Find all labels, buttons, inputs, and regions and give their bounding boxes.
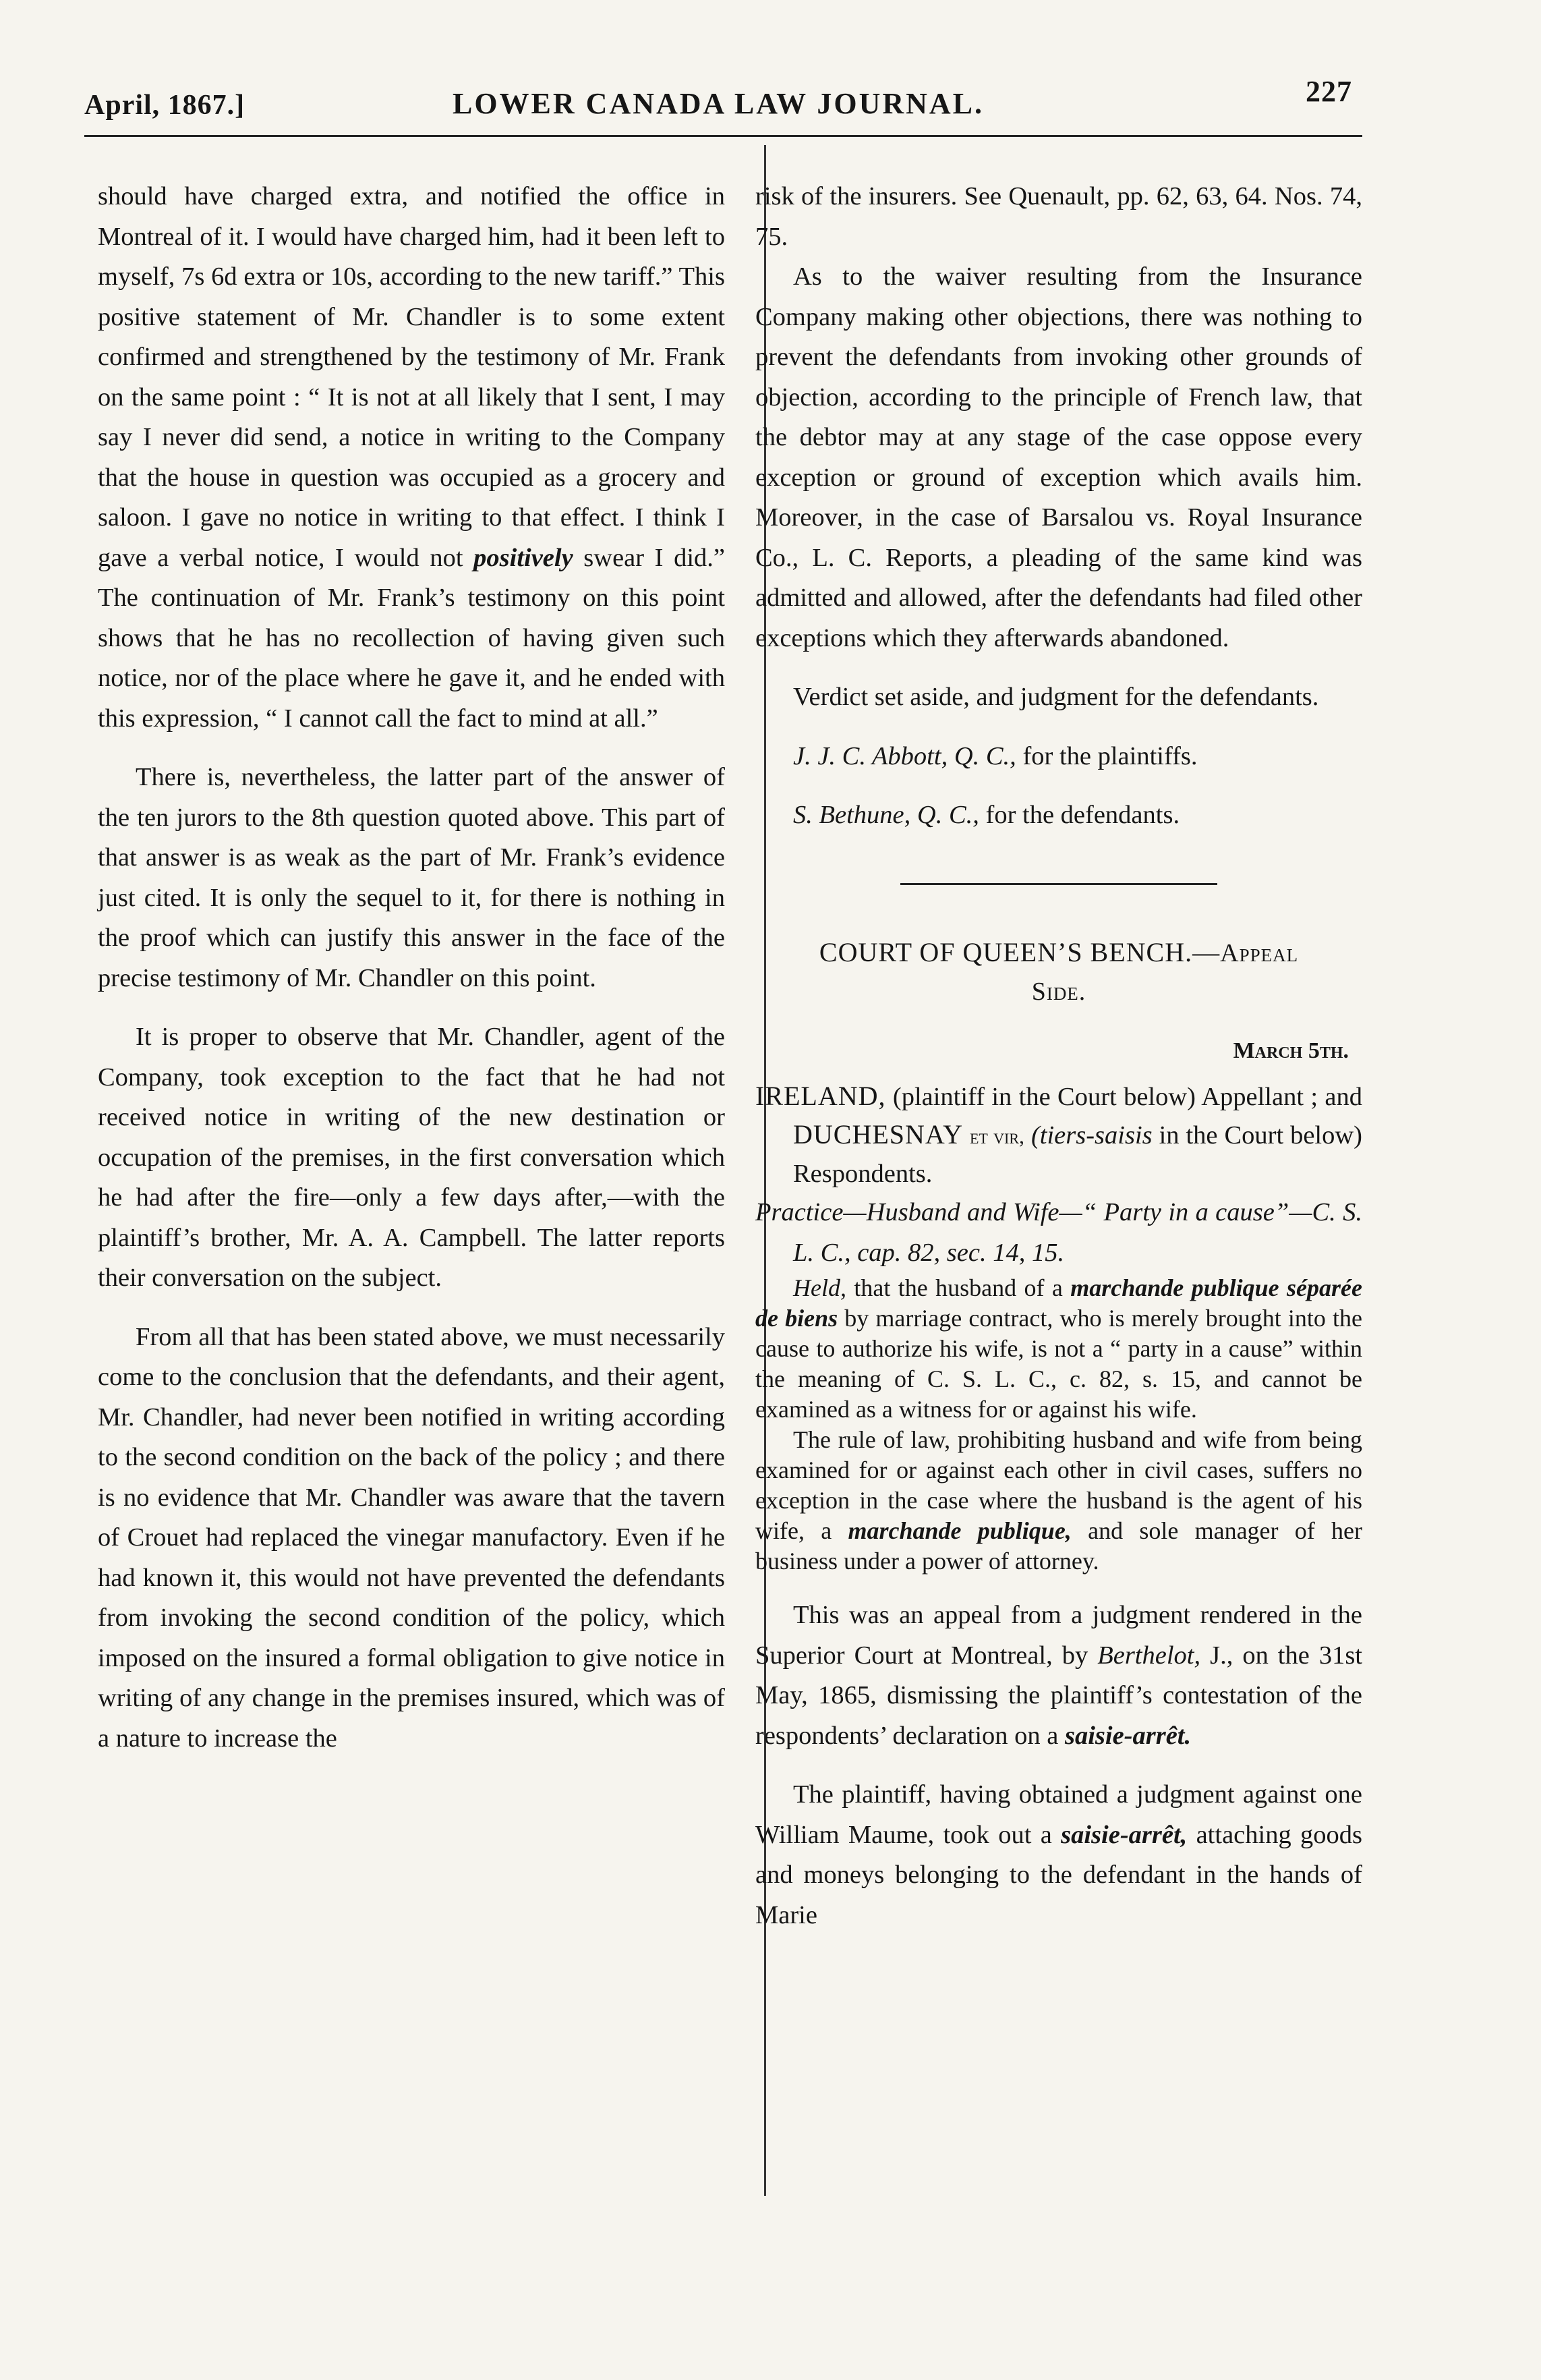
header-date: April, 1867.] <box>84 90 245 121</box>
counsel-plaintiffs: J. J. C. Abbott, Q. C., for the plaintiffs. <box>793 741 1198 770</box>
page-header <box>84 74 1352 128</box>
court-heading: COURT OF QUEEN’S BENCH.—Appeal Side. <box>819 936 1299 1006</box>
left-paragraph-3: It is proper to observe that Mr. Chandler, agent of the Company, took exception to the fact that he had not received notice in writing of the new destination or occupation of the premises, in the first conversation which he had after the fire—only a few days after,—with the plaintiff’s brother, Mr. A. A. Campbell. The latter reports their conversation on the subject. <box>98 1023 725 1292</box>
appeal-paragraph: This was an appeal from a judgment rendered in the Superior Court at Montreal, by Berthelot, J., on the 31st May, 1865, dismissing the plaintiff’s contestation of the respondents’ declaration on a saisie-arrêt. <box>755 1601 1362 1750</box>
header-rule <box>84 135 1362 137</box>
section-separator <box>900 883 1217 885</box>
right-paragraph-1: risk of the insurers. See Quenault, pp. 62, 63, 64. Nos. 74, 75. <box>755 182 1362 251</box>
right-paragraph-2: As to the waiver resulting from the Insurance Company making other objections, there was nothing to prevent the defendants from invoking other grounds of objection, according to the principle of French law, that the debtor may at any stage of the case oppose every exception or ground of exception which avails him. Moreover, in the case of Barsalou vs. Royal Insurance Co., L. C. Reports, a pleading of the same kind was admitted and allowed, after the defendants had filed other exceptions which they afterwards abandoned. <box>755 262 1362 652</box>
left-paragraph-2: There is, nevertheless, the latter part of the answer of the ten jurors to the 8th question quoted above. This part of that answer is as weak as the part of Mr. Frank’s evidence just cited. It is only the sequel to it, for there is nothing in the proof which can justify this answer in the face of the precise testimony of Mr. Chandler on this point. <box>98 763 725 992</box>
practice-headnote: Practice—Husband and Wife—“ Party in a cause”—C. S. L. C., cap. 82, sec. 14, 15. <box>755 1198 1362 1267</box>
right-column <box>755 177 1362 1935</box>
journal-title: LOWER CANADA LAW JOURNAL. <box>452 87 985 120</box>
held-headnote: Held, that the husband of a marchande publique séparée de biens by marriage contract, who is merely brought into the cause to authorize his wife, is not a “ party in a cause” within the meaning of C. S. L. C., c. 82, s. 15, and cannot be examined as a witness for or against his wife. <box>755 1274 1363 1423</box>
case-parties: IRELAND, (plaintiff in the Court below) Appellant ; and DUCHESNAY et vir, (tiers-saisis in the Court below) Respondents. <box>755 1081 1362 1188</box>
left-paragraph-4: From all that has been stated above, we must necessarily come to the conclusion that the defendants, and their agent, Mr. Chandler, had never been notified in writing according to the second condition on the back of the policy ; and there is no evidence that Mr. Chandler was aware that the tavern of Crouet had replaced the vinegar manufactory. Even if he had known it, this would not have prevented the defendants from invoking the second condition of the policy, which imposed on the insured a formal obligation to give notice in writing of any change in the premises insured, which was of a nature to increase the <box>98 1322 725 1753</box>
rule-headnote: The rule of law, prohibiting husband and wife from being examined for or against each other in civil cases, suffers no exception in the case where the husband is the agent of his wife, a marchande publique, and sole manager of her business under a power of attorney. <box>755 1426 1363 1575</box>
counsel-defendants: S. Bethune, Q. C., for the defendants. <box>793 801 1180 829</box>
page-number: 227 <box>1306 75 1352 108</box>
emphasis-positively: positively <box>473 543 573 572</box>
left-paragraph-1: should have charged extra, and notified the office in Montreal of it. I would have charged him, had it been left to myself, 7s 6d extra or 10s, according to the new tariff.” This positive statement of Mr. Chandler is to some extent confirmed and strengthened by the testimony of Mr. Frank on the same point : “ It is not at all likely that I sent, I may say I never did send, a notice in writing to the Company that the house in question was occupied as a grocery and saloon. I gave no notice in writing to that effect. I think I gave a verbal notice, I would not positively swear I did.” The continuation of Mr. Frank’s testimony on this point shows that he has no recollection of having given such notice, nor of the place where he gave it, and he ended with this expression, “ I cannot call the fact to mind at all.” <box>98 182 726 733</box>
verdict: Verdict set aside, and judgment for the defendants. <box>793 683 1319 711</box>
facts-paragraph: The plaintiff, having obtained a judgment against one William Maume, took out a saisie-arrêt, attaching goods and moneys belonging to the defendant in the hands of Marie <box>755 1780 1362 1929</box>
case-date: March 5th. <box>1233 1038 1349 1063</box>
left-column <box>98 177 725 1759</box>
